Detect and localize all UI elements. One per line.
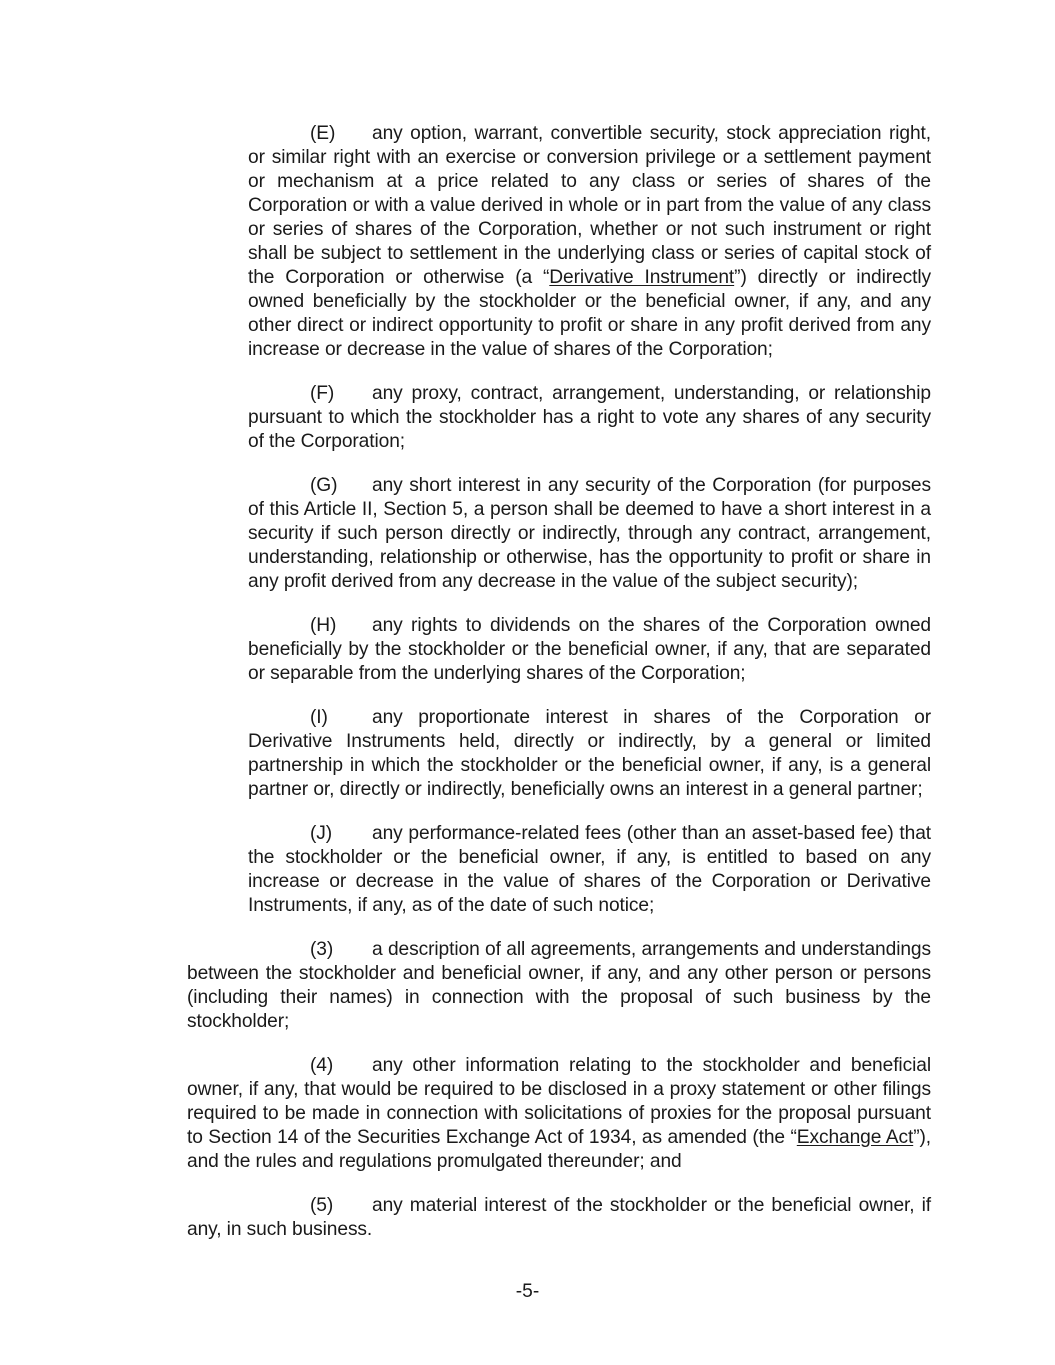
defined-term-derivative-instrument: Derivative Instrument [549, 267, 735, 288]
paragraph-label: (4) [310, 1055, 334, 1076]
paragraph-3 [187, 938, 931, 1034]
paragraph-label: (F) [310, 383, 335, 404]
page-number: -5- [515, 1281, 540, 1302]
paragraph-5 [187, 1194, 931, 1242]
paragraph-label: (H) [310, 615, 337, 636]
paragraph-f [248, 382, 931, 454]
paragraph-4 [187, 1054, 931, 1174]
paragraph-label: (E) [310, 123, 336, 144]
paragraph-i [248, 706, 931, 802]
paragraph-text: any proxy, contract, arrangement, understanding, or relationship pursuant to which the stockholder has a right to vote any shares of any security of the Corporation; [248, 383, 931, 452]
paragraph-label: (J) [310, 823, 333, 844]
paragraph-text: any short interest in any security of the Corporation (for purposes of this Article II, Section 5, a person shall be deemed to have a short interest in a security if such person directly or indirectly, through any contract, arrangement, understanding, relationship or otherwise, has the opportunity to profit or share in any profit derived from any decrease in the value of the subject security); [248, 475, 931, 592]
paragraph-text: any other information relating to the stockholder and beneficial owner, if any, that would be required to be disclosed in a proxy statement or other filings required to be made in connection with solicitations of proxies for the proposal pursuant to Section 14 of the Securities Exchange Act of 1934, as amended (the “ [187, 1055, 931, 1148]
paragraph-label: (I) [310, 707, 328, 728]
paragraph-label: (G) [310, 475, 338, 496]
paragraph-text: any performance-related fees (other than an asset-based fee) that the stockholder or the beneficial owner, if any, is entitled to based on any increase or decrease in the value of shares of the Corporation or Derivative Instruments, if any, as of the date of such notice; [248, 823, 931, 916]
paragraph-text-continued: ”), and the rules and regulations promulgated thereunder; and [187, 1127, 932, 1172]
paragraph-e [248, 122, 931, 362]
paragraph-text-continued: ”) directly or indirectly owned beneficially by the stockholder or the beneficial owner, if any, and any other direct or indirect opportunity to profit or share in any profit derived from any increase or decrease in the value of shares of the Corporation; [248, 267, 931, 360]
paragraph-text: a description of all agreements, arrangements and understandings between the stockholder and beneficial owner, if any, and any other person or persons (including their names) in connection with the proposal of such business by the stockholder; [187, 939, 931, 1032]
paragraph-text: any option, warrant, convertible security, stock appreciation right, or similar right with an exercise or conversion privilege or a settlement payment or mechanism at a price related to any class or series of shares of the Corporation or with a value derived in whole or in part from the value of any class or series of shares of the Corporation, whether or not such instrument or right shall be subject to settlement in the underlying class or series of capital stock of the Corporation or otherwise (a “ [248, 123, 931, 288]
paragraph-text: any proportionate interest in shares of the Corporation or Derivative Instruments held, directly or indirectly, by a general or limited partnership in which the stockholder or the beneficial owner, if any, is a general partner or, directly or indirectly, beneficially owns an interest in a general partner; [248, 707, 931, 800]
paragraph-label: (5) [310, 1195, 334, 1216]
paragraph-j [248, 822, 931, 918]
paragraph-text: any rights to dividends on the shares of the Corporation owned beneficially by the stockholder or the beneficial owner, if any, that are separated or separable from the underlying shares of the Corporation; [248, 615, 931, 684]
paragraph-text: any material interest of the stockholder or the beneficial owner, if any, in such business. [187, 1195, 931, 1240]
defined-term-exchange-act: Exchange Act [796, 1127, 914, 1148]
paragraph-h [248, 614, 931, 686]
paragraph-label: (3) [310, 939, 334, 960]
paragraph-g [248, 474, 931, 594]
